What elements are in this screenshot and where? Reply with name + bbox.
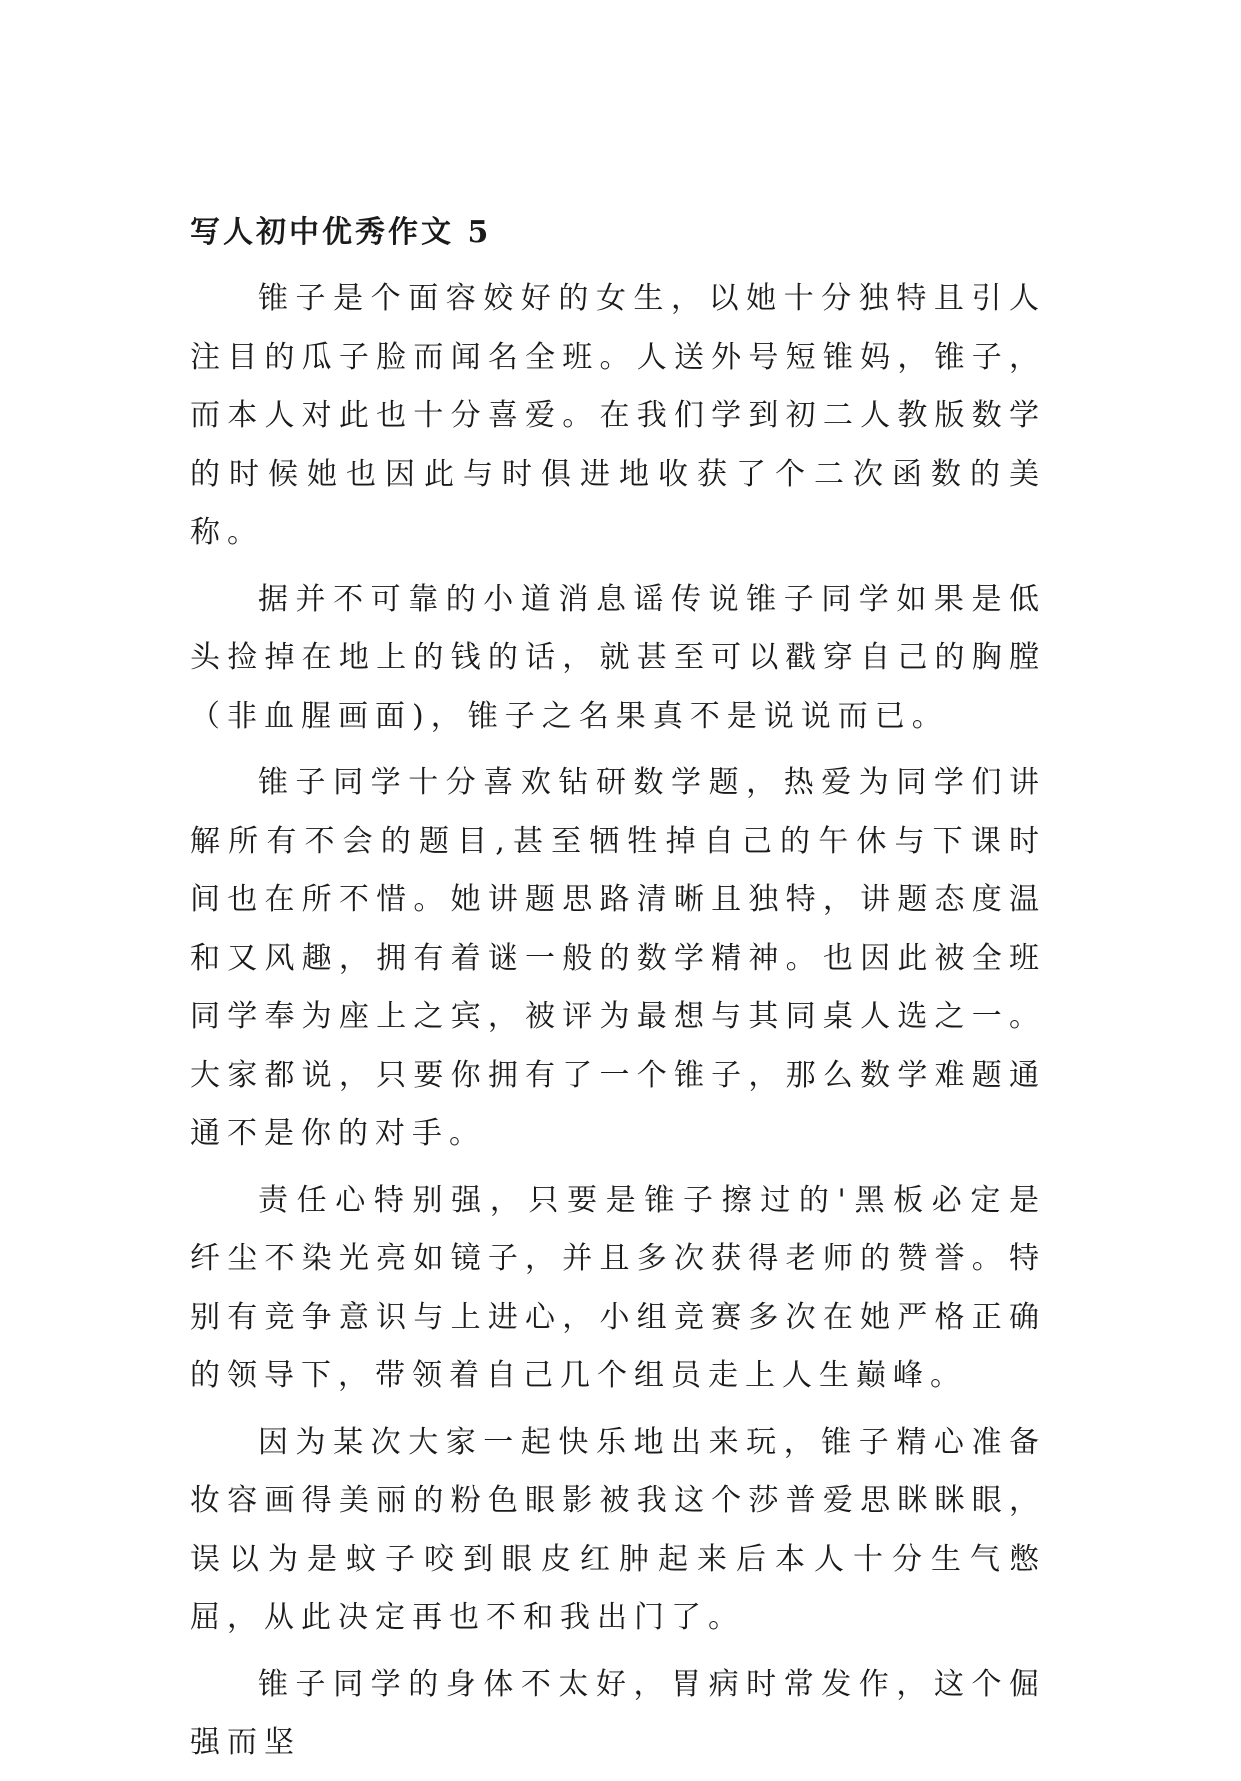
paragraph: 责任心特别强，只要是锥子擦过的'黑板必定是纤尘不染光亮如镜子，并且多次获得老师的赞誉。特别有竞争意识与上进心，小组竞赛多次在她严格正确的领导下，带领着自己几个组员走上人生巅峰。	[190, 1182, 1046, 1393]
paragraph: 因为某次大家一起快乐地出来玩，锥子精心准备妆容画得美丽的粉色眼影被我这个莎普爱思眯眯眼，误以为是蚊子咬到眼皮红肿起来后本人十分生气憋屈，从此决定再也不和我出门了。	[190, 1424, 1046, 1635]
paragraph: 据并不可靠的小道消息谣传说锥子同学如果是低头捡掉在地上的钱的话，就甚至可以戳穿自己的胸膛（非血腥画面)，锥子之名果真不是说说而已。	[190, 581, 1046, 734]
document-title: 写人初中优秀作文 5	[190, 215, 492, 250]
document-body	[190, 270, 1046, 1781]
paragraph: 锥子同学的身体不太好，胃病时常发作，这个倔强而坚	[190, 1666, 1046, 1760]
paragraph: 锥子同学十分喜欢钻研数学题，热爱为同学们讲解所有不会的题目,甚至牺牲掉自己的午休与下课时间也在所不惜。她讲题思路清晰且独特，讲题态度温和又风趣，拥有着谜一般的数学精神。也因此被全班同学奉为座上之宾，被评为最想与其同桌人选之一。大家都说，只要你拥有了一个锥子，那么数学难题通通不是你的对手。	[190, 765, 1046, 1151]
paragraph: 锥子是个面容姣好的女生，以她十分独特且引人注目的瓜子脸而闻名全班。人送外号短锥妈，锥子，而本人对此也十分喜爱。在我们学到初二人教版数学的时候她也因此与时俱进地收获了个二次函数的美称。	[190, 281, 1046, 550]
